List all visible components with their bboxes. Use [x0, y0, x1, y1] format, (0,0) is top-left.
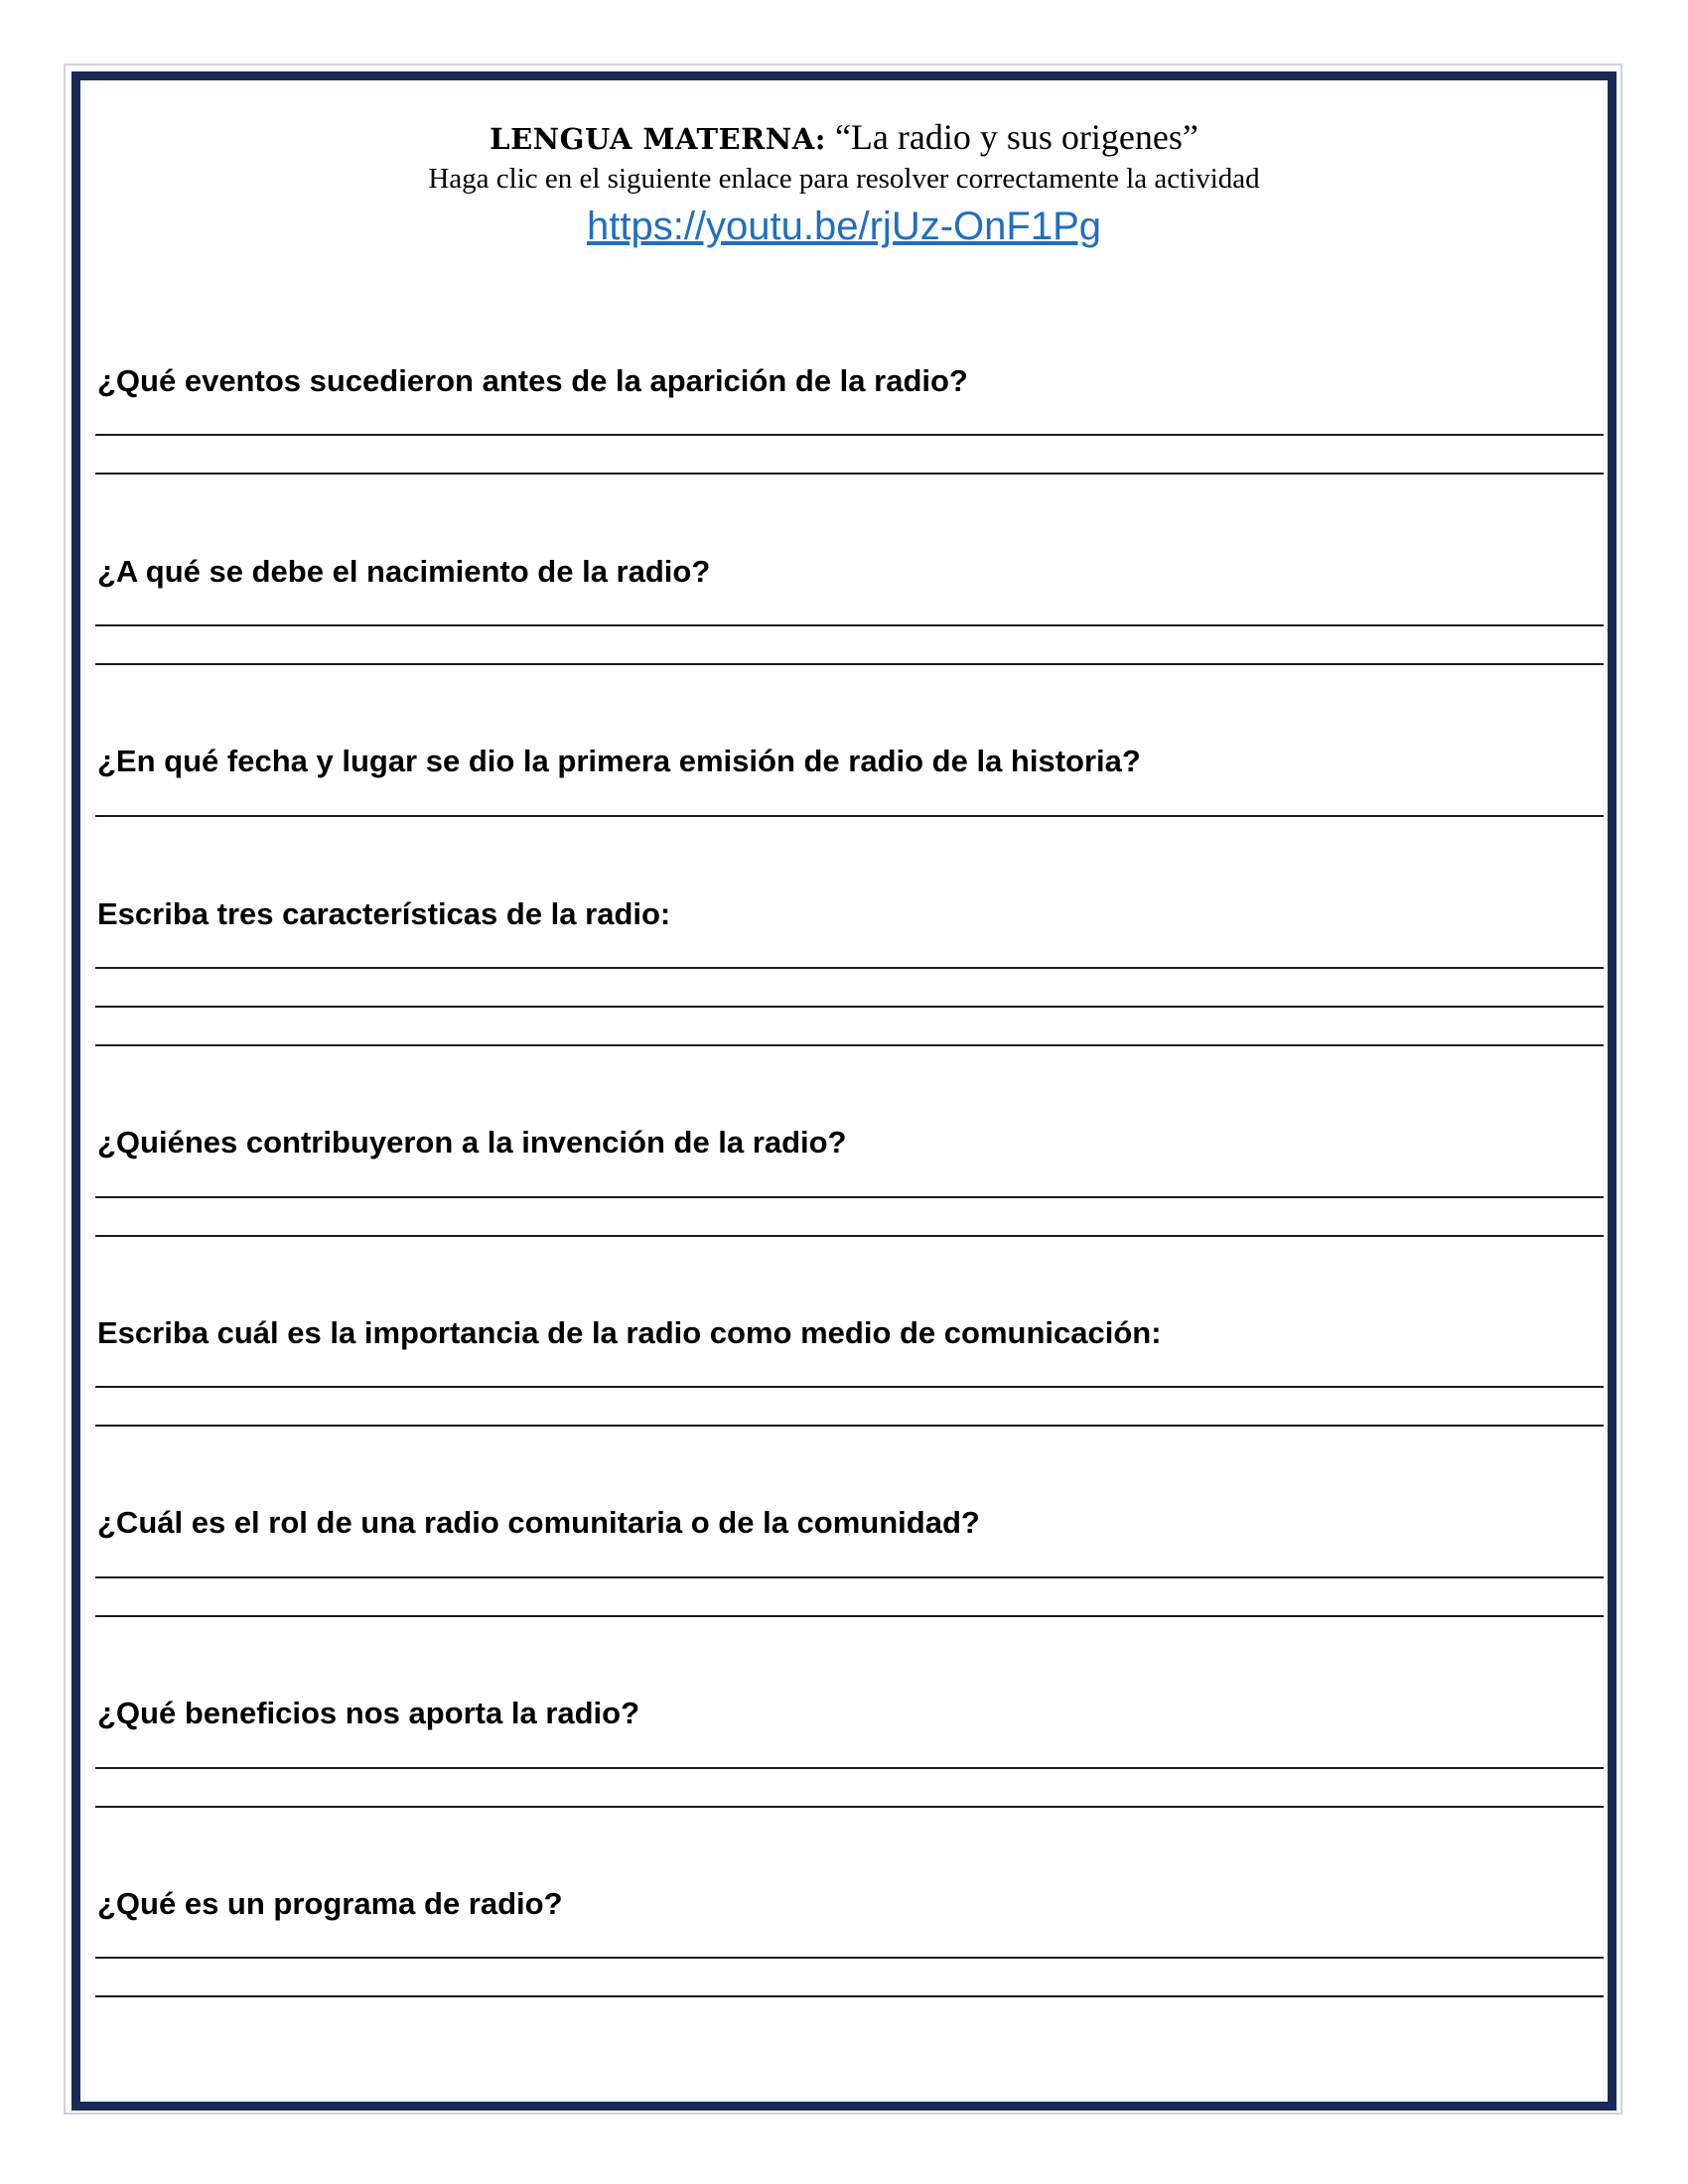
- answer-line[interactable]: [95, 1995, 1604, 1997]
- question-9: ¿Qué es un programa de radio?: [97, 1886, 563, 1921]
- topic-title: “La radio y sus origenes”: [825, 117, 1198, 157]
- worksheet-title: [0, 115, 1688, 159]
- answer-line[interactable]: [95, 1235, 1604, 1237]
- question-7: ¿Cuál es el rol de una radio comunitaria o de la comunidad?: [97, 1505, 980, 1540]
- question-1: ¿Qué eventos sucedieron antes de la aparición de la radio?: [97, 363, 968, 398]
- answer-line[interactable]: [95, 1044, 1604, 1046]
- question-8: ¿Qué beneficios nos aporta la radio?: [97, 1696, 640, 1730]
- instruction-text: Haga clic en el siguiente enlace para resolver correctamente la actividad: [428, 163, 1260, 195]
- answer-line[interactable]: [95, 434, 1604, 436]
- answer-line[interactable]: [95, 1957, 1604, 1959]
- answer-line[interactable]: [95, 1806, 1604, 1808]
- answer-line[interactable]: [95, 1767, 1604, 1769]
- answer-line[interactable]: [95, 473, 1604, 475]
- answer-line[interactable]: [95, 1425, 1604, 1427]
- subject-label: LENGUA MATERNA:: [490, 122, 826, 156]
- answer-line[interactable]: [95, 1196, 1604, 1198]
- question-2: ¿A qué se debe el nacimiento de la radio?: [97, 554, 711, 589]
- answer-line[interactable]: [95, 815, 1604, 817]
- answer-line[interactable]: [95, 1615, 1604, 1617]
- answer-line[interactable]: [95, 1006, 1604, 1008]
- answer-line[interactable]: [95, 1576, 1604, 1578]
- question-3: ¿En qué fecha y lugar se dio la primera emisión de radio de la historia?: [97, 744, 1141, 778]
- question-6: Escriba cuál es la importancia de la radio como medio de comunicación:: [97, 1315, 1162, 1350]
- question-4: Escriba tres características de la radio:: [97, 896, 671, 931]
- answer-line[interactable]: [95, 967, 1604, 969]
- answer-line[interactable]: [95, 624, 1604, 626]
- answer-line[interactable]: [95, 663, 1604, 665]
- worksheet-header: [0, 115, 1688, 252]
- answer-line[interactable]: [95, 1386, 1604, 1388]
- question-5: ¿Quiénes contribuyeron a la invención de la radio?: [97, 1125, 847, 1160]
- video-link[interactable]: https://youtu.be/rjUz-OnF1Pg: [586, 205, 1101, 248]
